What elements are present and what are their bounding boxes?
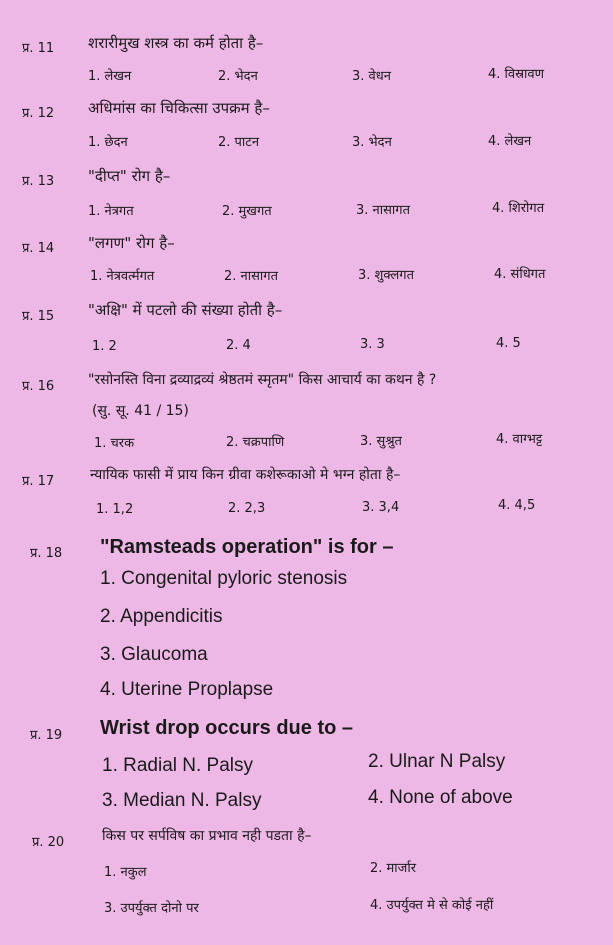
question-number: प्र. 14 (22, 241, 55, 256)
option-4: 4. वाग्भट्ट (496, 432, 543, 447)
option-4: 4. संधिगत (494, 267, 546, 282)
option-4: 4. Uterine Proplapse (100, 679, 274, 700)
question-text: Wrist drop occurs due to – (100, 717, 353, 739)
option-2: 2. 4 (226, 338, 251, 353)
option-4: 4. 4,5 (498, 498, 536, 513)
option-1: 1. 2 (92, 339, 117, 354)
option-1: 1. लेखन (88, 69, 132, 84)
option-1: 1. 1,2 (96, 502, 134, 517)
option-2: 2. Appendicitis (100, 606, 223, 627)
option-3: 3. नासागत (356, 203, 411, 218)
option-2: 2. 2,3 (228, 501, 266, 516)
question-number: प्र. 16 (22, 379, 55, 394)
option-3: 3. वेधन (352, 69, 391, 84)
option-3: 3. सुश्रुत (360, 434, 402, 449)
option-4: 4. उपर्युक्त मे से कोई नहीं (370, 898, 494, 913)
option-4: 4. शिरोगत (492, 201, 545, 216)
option-3: 3. शुक्लगत (358, 268, 415, 283)
option-1: 1. Radial N. Palsy (102, 755, 254, 776)
question-number: प्र. 13 (22, 174, 55, 189)
option-1: 1. नेत्रगत (88, 204, 134, 219)
option-3: 3. Glaucoma (100, 644, 208, 665)
option-3: 3. Median N. Palsy (102, 790, 262, 811)
question-number: प्र. 17 (22, 474, 55, 489)
option-1: 1. छेदन (88, 135, 128, 150)
question-text: "दीप्त" रोग है– (88, 167, 171, 185)
option-1: 1. नेत्रवर्त्मगत (90, 269, 155, 284)
question-number: प्र. 11 (22, 41, 55, 56)
question-number: प्र. 12 (22, 106, 55, 121)
question-text: "लगण" रोग है– (88, 234, 175, 252)
question-number: प्र. 18 (30, 546, 63, 561)
option-4: 4. 5 (496, 336, 521, 351)
question-text: "Ramsteads operation" is for – (100, 536, 394, 558)
option-2: 2. पाटन (218, 135, 260, 150)
question-reference: (सु. सू. 41 / 15) (92, 403, 189, 419)
option-2: 2. Ulnar N Palsy (368, 751, 506, 772)
option-3: 3. 3,4 (362, 500, 400, 515)
option-3: 3. उपर्युक्त दोनो पर (104, 901, 199, 916)
option-3: 3. भेदन (352, 135, 392, 150)
question-number: प्र. 20 (32, 835, 65, 850)
option-2: 2. चक्रपाणि (226, 435, 285, 450)
option-2: 2. मार्जार (370, 861, 417, 876)
option-1: 1. Congenital pyloric stenosis (100, 568, 348, 589)
option-2: 2. नासागत (224, 269, 279, 284)
option-4: 4. लेखन (488, 134, 532, 149)
option-4: 4. None of above (368, 787, 513, 808)
option-2: 2. भेदन (218, 69, 258, 84)
question-text: "अक्षि" में पटलो की संख्या होती है– (88, 301, 283, 319)
question-text: शरारीमुख शस्त्र का कर्म होता है– (88, 34, 264, 52)
option-1: 1. चरक (94, 436, 135, 451)
question-number: प्र. 15 (22, 309, 55, 324)
option-3: 3. 3 (360, 337, 385, 352)
option-2: 2. मुखगत (222, 204, 272, 219)
question-text: "रसोनस्ति विना द्रव्याद्रव्यं श्रेष्ठतमं स्मृतम" किस आचार्य का कथन है ? (88, 372, 437, 388)
option-4: 4. विस्रावण (488, 67, 545, 82)
question-number: प्र. 19 (30, 728, 63, 743)
question-text: अधिमांस का चिकित्सा उपक्रम है– (88, 99, 270, 117)
option-1: 1. नकुल (104, 865, 147, 880)
question-text: न्यायिक फासी में प्राय किन ग्रीवा कशेरूकाओ मे भग्न होता है– (90, 467, 401, 483)
question-text: किस पर सर्पविष का प्रभाव नही पडता है– (102, 828, 312, 844)
